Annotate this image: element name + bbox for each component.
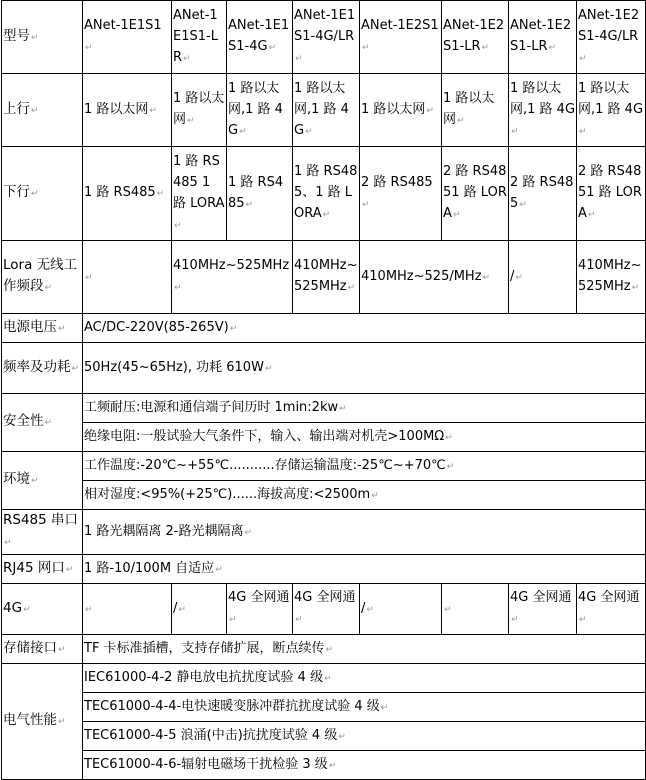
model-cell: ANet-1E1S1-4G↵ xyxy=(227,1,293,74)
paragraph-mark-icon: ↵ xyxy=(426,105,434,116)
lora-cell: 410MHz~525MHz↵ xyxy=(172,241,293,314)
paragraph-mark-icon: ↵ xyxy=(328,760,337,771)
paragraph-mark-icon: ↵ xyxy=(4,538,12,548)
model-cell: ANet-1E1S1-4G/LR↵ xyxy=(293,1,360,74)
power-row xyxy=(2,314,646,343)
paragraph-mark-icon: ↵ xyxy=(444,604,452,615)
g4-cell: 4G 全网通↵ xyxy=(293,584,360,635)
safety-value: 绝缘电阻:一般试验大气条件下，输入、输出端对机壳>100MΩ↵ xyxy=(83,423,646,452)
paragraph-mark-icon: ↵ xyxy=(71,363,80,374)
uplink-cell: 1 路以太网,1 路 4G↵ xyxy=(293,74,360,147)
uplink-cell: 1 路以太网,1 路 4G↵ xyxy=(227,74,293,147)
paragraph-mark-icon: ↵ xyxy=(452,210,461,220)
uplink-row xyxy=(2,74,646,147)
lora-cell: 410MHz~525MHz↵ xyxy=(577,241,646,314)
env-row xyxy=(2,452,646,481)
paragraph-mark-icon: ↵ xyxy=(174,283,182,293)
row-label-freq: 频率及功耗↵ xyxy=(2,343,83,394)
paragraph-mark-icon: ↵ xyxy=(31,105,39,116)
paragraph-mark-icon: ↵ xyxy=(322,210,331,220)
paragraph-mark-icon: ↵ xyxy=(519,199,527,210)
paragraph-mark-icon: ↵ xyxy=(58,644,66,655)
paragraph-mark-icon: ↵ xyxy=(239,126,247,137)
uplink-cell: 1 路以太网,1 路 4G↵ xyxy=(509,74,577,147)
storage-row xyxy=(2,635,646,664)
model-cell: ANet-1E1S1↵ xyxy=(83,1,172,74)
g4-cell xyxy=(442,584,509,635)
safety-row xyxy=(2,394,646,423)
rj45-value: 1 路-10/100M 自适应↵ xyxy=(83,555,646,584)
paragraph-mark-icon: ↵ xyxy=(58,323,66,334)
row-label-env: 环境↵ xyxy=(2,452,83,510)
row-label-electrical: 电气性能↵ xyxy=(2,664,83,780)
paragraph-mark-icon: ↵ xyxy=(579,53,587,64)
electrical-value: TEC61000-4-5 浪涌(中击)抗扰度试验 4 级↵ xyxy=(83,722,646,751)
safety-value: 工频耐压:电源和通信端子间历时 1min:2kw↵ xyxy=(83,394,646,423)
downlink-cell: 2 路 RS485↵ xyxy=(360,147,442,241)
row-label-model: 型号↵ xyxy=(2,1,83,74)
row-label-lora: Lora 无线工作频段↵ xyxy=(2,241,83,314)
paragraph-mark-icon: ↵ xyxy=(457,116,465,126)
env-value: 相对湿度:<95%(+25℃)......海拔高度:<2500m↵ xyxy=(83,481,646,510)
uplink-cell: 1 路以太网↵ xyxy=(442,74,509,147)
electrical-value: TEC61000-4-6-辐射电磁场干扰检验 3 级↵ xyxy=(83,751,646,780)
model-cell: ANet-1E2S1-LR↵ xyxy=(442,1,509,74)
downlink-cell: 1 路 RS485↵ xyxy=(227,147,293,241)
paragraph-mark-icon: ↵ xyxy=(85,272,93,283)
spec-table xyxy=(1,0,646,780)
paragraph-mark-icon: ↵ xyxy=(174,220,182,231)
paragraph-mark-icon: ↵ xyxy=(229,323,238,334)
paragraph-mark-icon: ↵ xyxy=(44,283,53,293)
paragraph-mark-icon: ↵ xyxy=(264,363,273,374)
electrical-row xyxy=(2,693,646,722)
paragraph-mark-icon: ↵ xyxy=(183,53,191,64)
model-row xyxy=(2,1,646,74)
paragraph-mark-icon: ↵ xyxy=(338,731,346,742)
lora-row xyxy=(2,241,646,314)
rj45-row xyxy=(2,555,646,584)
env-row xyxy=(2,481,646,510)
paragraph-mark-icon: ↵ xyxy=(44,418,53,428)
paragraph-mark-icon: ↵ xyxy=(579,126,587,137)
electrical-row xyxy=(2,751,646,780)
lora-cell: 410MHz~525MHz↵ xyxy=(293,241,360,314)
model-cell: ANet-1E1S1-LR↵ xyxy=(172,1,227,74)
downlink-cell: 2 路 RS4851 路 LORA↵ xyxy=(577,147,646,241)
paragraph-mark-icon: ↵ xyxy=(631,283,640,293)
lora-cell: 410MHz~525/MHz↵ xyxy=(360,241,509,314)
paragraph-mark-icon: ↵ xyxy=(380,702,389,713)
paragraph-mark-icon: ↵ xyxy=(65,564,74,575)
paragraph-mark-icon: ↵ xyxy=(23,604,31,615)
paragraph-mark-icon: ↵ xyxy=(587,210,596,220)
paragraph-mark-icon: ↵ xyxy=(156,189,165,199)
uplink-cell: 1 路以太网↵ xyxy=(172,74,227,147)
paragraph-mark-icon: ↵ xyxy=(31,476,39,486)
paragraph-mark-icon: ↵ xyxy=(347,283,356,293)
electrical-row xyxy=(2,722,646,751)
paragraph-mark-icon: ↵ xyxy=(362,199,370,210)
env-value: 工作温度:-20℃~+55℃...........存储运输温度:-25℃~+70℃↵ xyxy=(83,452,646,481)
paragraph-mark-icon: ↵ xyxy=(445,432,453,443)
paragraph-mark-icon: ↵ xyxy=(85,43,93,53)
paragraph-mark-icon: ↵ xyxy=(187,116,195,126)
rs485-row xyxy=(2,510,646,555)
paragraph-mark-icon: ↵ xyxy=(295,53,303,64)
paragraph-mark-icon: ↵ xyxy=(446,461,455,472)
paragraph-mark-icon: ↵ xyxy=(548,43,557,53)
uplink-cell: 1 路以太网,1 路 4G↵ xyxy=(577,74,646,147)
paragraph-mark-icon: ↵ xyxy=(481,43,490,53)
lora-cell xyxy=(83,241,172,314)
row-label-rj45: RJ45 网口↵ xyxy=(2,555,83,584)
paragraph-mark-icon: ↵ xyxy=(324,673,332,684)
g4-cell: 4G 全网通↵ xyxy=(577,584,646,635)
paragraph-mark-icon: ↵ xyxy=(215,564,223,575)
paragraph-mark-icon: ↵ xyxy=(366,604,374,615)
downlink-cell: 1 路 RS485、1 路 LORA↵ xyxy=(293,147,360,241)
electrical-value: IEC61000-4-2 静电放电抗扰度试验 4 级↵ xyxy=(83,664,646,693)
downlink-cell: 1 路 RS485↵ xyxy=(83,147,172,241)
paragraph-mark-icon: ↵ xyxy=(31,189,39,199)
g4-row xyxy=(2,584,646,635)
downlink-row xyxy=(2,147,646,241)
uplink-cell: 1 路以太网↵ xyxy=(83,74,172,147)
paragraph-mark-icon: ↵ xyxy=(229,615,237,625)
g4-cell: /↵ xyxy=(172,584,227,635)
row-label-power: 电源电压↵ xyxy=(2,314,83,343)
paragraph-mark-icon: ↵ xyxy=(58,717,66,727)
lora-cell: /↵ xyxy=(509,241,577,314)
row-label-4g: 4G↵ xyxy=(2,584,83,635)
paragraph-mark-icon: ↵ xyxy=(31,32,39,43)
storage-value: TF 卡标准插槽，支持存储扩展，断点续传↵ xyxy=(83,635,646,664)
paragraph-mark-icon: ↵ xyxy=(511,126,519,137)
paragraph-mark-icon: ↵ xyxy=(295,615,303,625)
paragraph-mark-icon: ↵ xyxy=(511,615,519,625)
paragraph-mark-icon: ↵ xyxy=(245,199,254,210)
row-label-safety: 安全性↵ xyxy=(2,394,83,452)
paragraph-mark-icon: ↵ xyxy=(178,604,186,615)
paragraph-mark-icon: ↵ xyxy=(371,490,379,501)
paragraph-mark-icon: ↵ xyxy=(482,272,491,283)
power-value: AC/DC-220V(85-265V)↵ xyxy=(83,314,646,343)
paragraph-mark-icon: ↵ xyxy=(325,644,334,655)
paragraph-mark-icon: ↵ xyxy=(268,43,277,53)
paragraph-mark-icon: ↵ xyxy=(515,272,523,283)
downlink-cell: 2 路 RS4851 路 LORA↵ xyxy=(442,147,509,241)
g4-cell: 4G 全网通↵ xyxy=(509,584,577,635)
row-label-uplink: 上行↵ xyxy=(2,74,83,147)
freq-row xyxy=(2,343,646,394)
paragraph-mark-icon: ↵ xyxy=(579,615,587,625)
paragraph-mark-icon: ↵ xyxy=(244,527,253,538)
paragraph-mark-icon: ↵ xyxy=(85,604,93,615)
electrical-value: TEC61000-4-4-电快速暖变脉冲群抗扰度试验 4 级↵ xyxy=(83,693,646,722)
model-cell: ANet-1E2S1-LR↵ xyxy=(509,1,577,74)
row-label-downlink: 下行↵ xyxy=(2,147,83,241)
electrical-row xyxy=(2,664,646,693)
g4-cell xyxy=(83,584,172,635)
model-cell: ANet-1E2S1-4G/LR↵ xyxy=(577,1,646,74)
model-cell: ANet-1E2S1↵ xyxy=(360,1,442,74)
g4-cell: /↵ xyxy=(360,584,442,635)
paragraph-mark-icon: ↵ xyxy=(149,105,157,116)
row-label-rs485: RS485 串口↵ xyxy=(2,510,83,555)
paragraph-mark-icon: ↵ xyxy=(339,403,347,414)
uplink-cell: 1 路以太网↵ xyxy=(360,74,442,147)
downlink-cell: 1 路 RS485 1 路 LORA↵ xyxy=(172,147,227,241)
downlink-cell: 2 路 RS485↵ xyxy=(509,147,577,241)
paragraph-mark-icon: ↵ xyxy=(362,43,370,53)
paragraph-mark-icon: ↵ xyxy=(305,126,313,137)
row-label-storage: 存储接口↵ xyxy=(2,635,83,664)
freq-value: 50Hz(45~65Hz), 功耗 610W↵ xyxy=(83,343,646,394)
rs485-value: 1 路光耦隔离 2-路光耦隔离↵ xyxy=(83,510,646,555)
g4-cell: 4G 全网通↵ xyxy=(227,584,293,635)
safety-row xyxy=(2,423,646,452)
